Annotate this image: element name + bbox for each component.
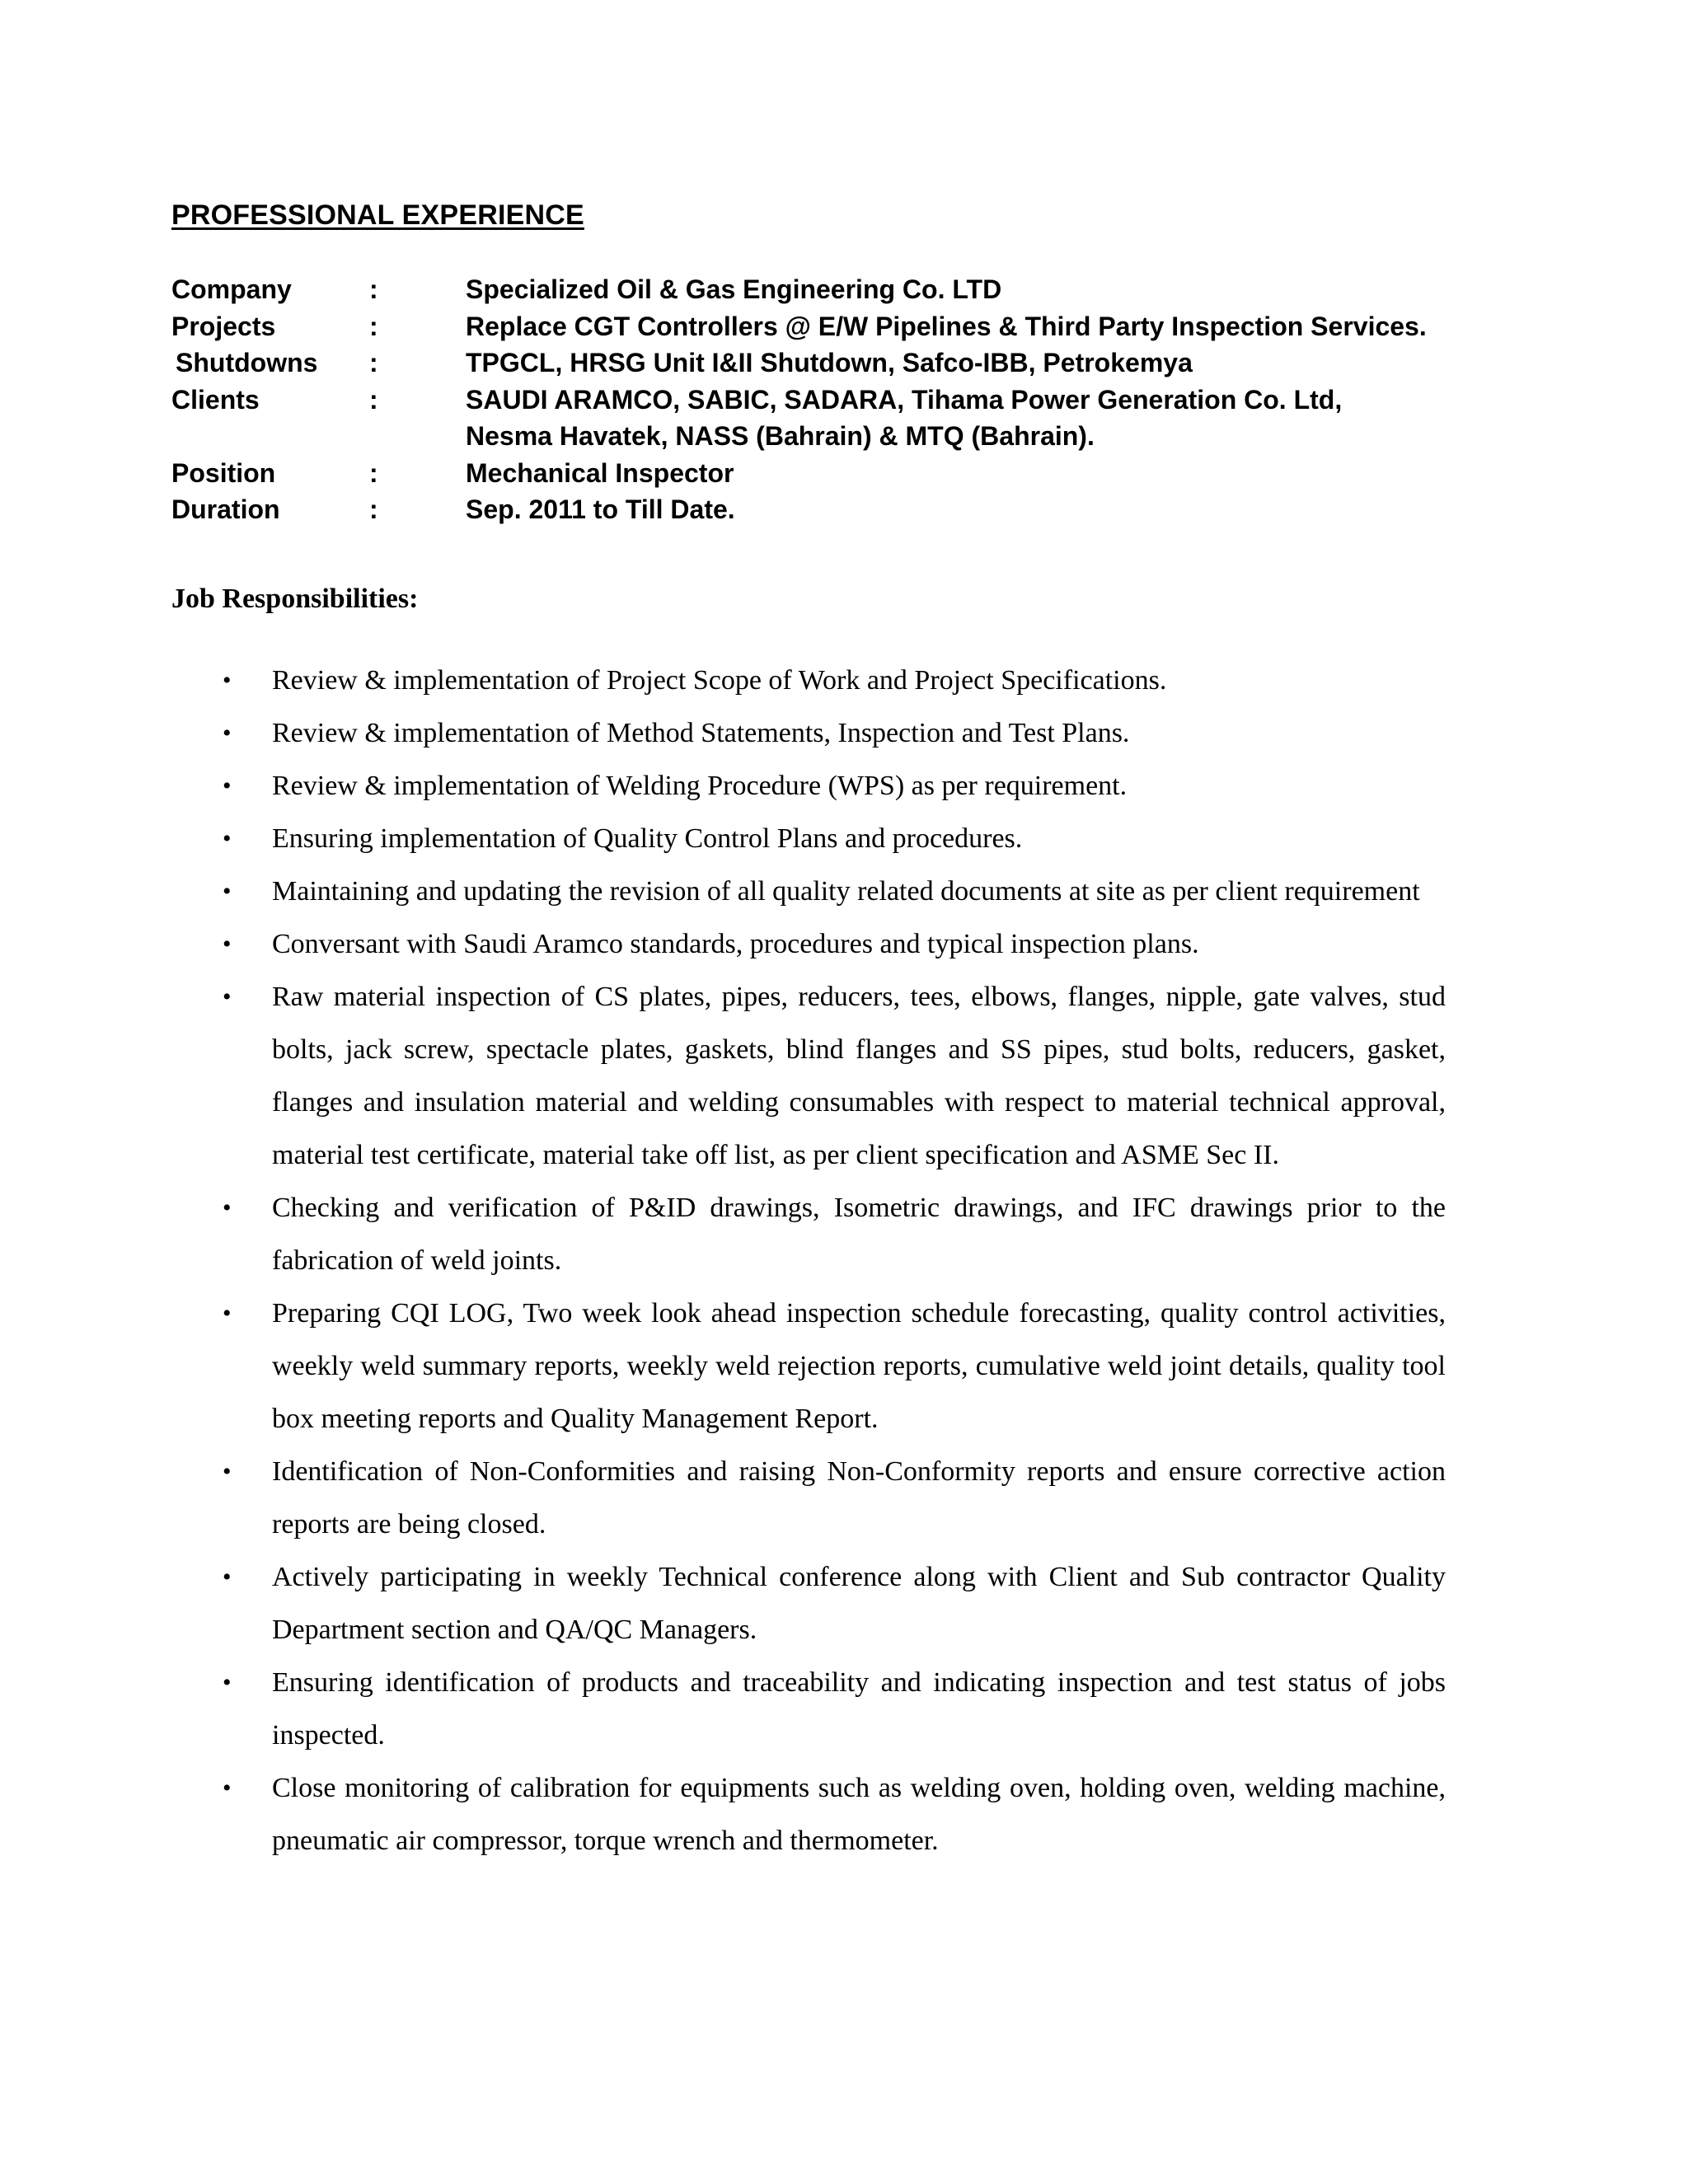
list-item (171, 918, 1446, 971)
info-value: Specialized Oil & Gas Engineering Co. LTD (466, 274, 1002, 304)
bullet-icon: • (223, 1774, 232, 1802)
info-colon: : (369, 457, 378, 488)
bullet-icon: • (223, 1563, 232, 1591)
info-colon: : (369, 384, 378, 415)
info-label: Duration (171, 494, 280, 524)
info-row-duration (171, 491, 1455, 528)
info-row-company (171, 271, 1455, 308)
employment-details (171, 271, 1455, 528)
list-item (171, 1657, 1446, 1762)
info-value: Nesma Havatek, NASS (Bahrain) & MTQ (Bahrain). (466, 421, 1095, 451)
info-colon: : (369, 494, 378, 524)
info-value: Sep. 2011 to Till Date. (466, 494, 735, 524)
info-colon: : (369, 274, 378, 304)
bullet-icon: • (223, 667, 232, 694)
info-row-shutdowns (171, 344, 1455, 382)
info-colon: : (369, 348, 378, 377)
info-row-clients-continued (171, 418, 1455, 455)
list-item (171, 654, 1446, 707)
bullet-icon: • (223, 878, 232, 905)
bullet-icon: • (223, 772, 232, 799)
bullet-icon: • (223, 1458, 232, 1485)
list-item-text: Maintaining and updating the revision of all quality related documents at site as per client requirement (272, 876, 1420, 907)
info-label: Shutdowns (176, 348, 318, 377)
info-colon (369, 418, 466, 455)
list-item (171, 1182, 1446, 1287)
info-value: SAUDI ARAMCO, SABIC, SADARA, Tihama Power Generation Co. Ltd, (466, 384, 1343, 415)
bullet-icon: • (223, 983, 232, 1010)
bullet-icon: • (223, 1194, 232, 1221)
bullet-icon: • (223, 719, 232, 747)
info-row-projects (171, 308, 1455, 345)
list-item-text: Preparing CQI LOG, Two week look ahead inspection schedule forecasting, quality control activities, weekly weld summary reports, weekly weld rejection reports, cumulative weld joint details, quality tool box meeting reports and Quality Management Report. (272, 1298, 1446, 1434)
list-item-text: Ensuring identification of products and traceability and indicating inspection and test status of jobs inspected. (272, 1667, 1446, 1750)
info-row-position (171, 455, 1455, 492)
info-label: Position (171, 457, 276, 488)
list-item-text: Raw material inspection of CS plates, pipes, reducers, tees, elbows, flanges, nipple, gate valves, stud bolts, jack screw, spectacle plates, gaskets, blind flanges and SS pipes, stud bolts, reducers, gasket, flanges and insulation material and welding consumables with respect to material technical approval, material test certificate, material take off list, as per client specification and ASME Sec II. (272, 982, 1446, 1170)
info-value: Replace CGT Controllers @ E/W Pipelines & Third Party Inspection Services. (466, 311, 1427, 341)
bullet-icon: • (223, 825, 232, 852)
list-item (171, 760, 1446, 813)
list-item (171, 1551, 1446, 1657)
info-row-clients (171, 382, 1455, 419)
list-item-text: Actively participating in weekly Technical conference along with Client and Sub contractor Quality Department section and QA/QC Managers. (272, 1562, 1446, 1645)
list-item-text: Review & implementation of Project Scope of Work and Project Specifications. (272, 665, 1167, 696)
list-item-text: Conversant with Saudi Aramco standards, procedures and typical inspection plans. (272, 929, 1199, 959)
info-colon: : (369, 311, 378, 341)
list-item (171, 971, 1446, 1182)
info-label: Projects (171, 311, 276, 341)
list-item (171, 1446, 1446, 1551)
list-item (171, 707, 1446, 760)
bullet-icon: • (223, 1300, 232, 1327)
list-item-text: Identification of Non-Conformities and raising Non-Conformity reports and ensure corrective action reports are being closed. (272, 1456, 1446, 1540)
list-item (171, 813, 1446, 865)
info-label: Company (171, 274, 292, 304)
section-title: PROFESSIONAL EXPERIENCE (171, 199, 584, 231)
list-item (171, 1762, 1446, 1868)
info-label (171, 418, 369, 455)
job-responsibilities-heading: Job Responsibilities: (171, 583, 419, 614)
list-item-text: Close monitoring of calibration for equipments such as welding oven, holding oven, welding machine, pneumatic air compressor, torque wrench and thermometer. (272, 1773, 1446, 1856)
list-item (171, 1287, 1446, 1446)
list-item-text: Review & implementation of Welding Procedure (WPS) as per requirement. (272, 771, 1128, 801)
info-label: Clients (171, 384, 260, 415)
info-value: Mechanical Inspector (466, 457, 734, 488)
bullet-icon: • (223, 930, 232, 958)
responsibilities-list (171, 654, 1446, 1868)
list-item-text: Ensuring implementation of Quality Control Plans and procedures. (272, 823, 1023, 854)
list-item-text: Checking and verification of P&ID drawings, Isometric drawings, and IFC drawings prior to the fabrication of weld joints. (272, 1193, 1446, 1276)
bullet-icon: • (223, 1669, 232, 1696)
list-item-text: Review & implementation of Method Statements, Inspection and Test Plans. (272, 718, 1130, 748)
info-value: TPGCL, HRSG Unit I&II Shutdown, Safco-IBB, Petrokemya (466, 348, 1193, 377)
list-item (171, 865, 1446, 918)
